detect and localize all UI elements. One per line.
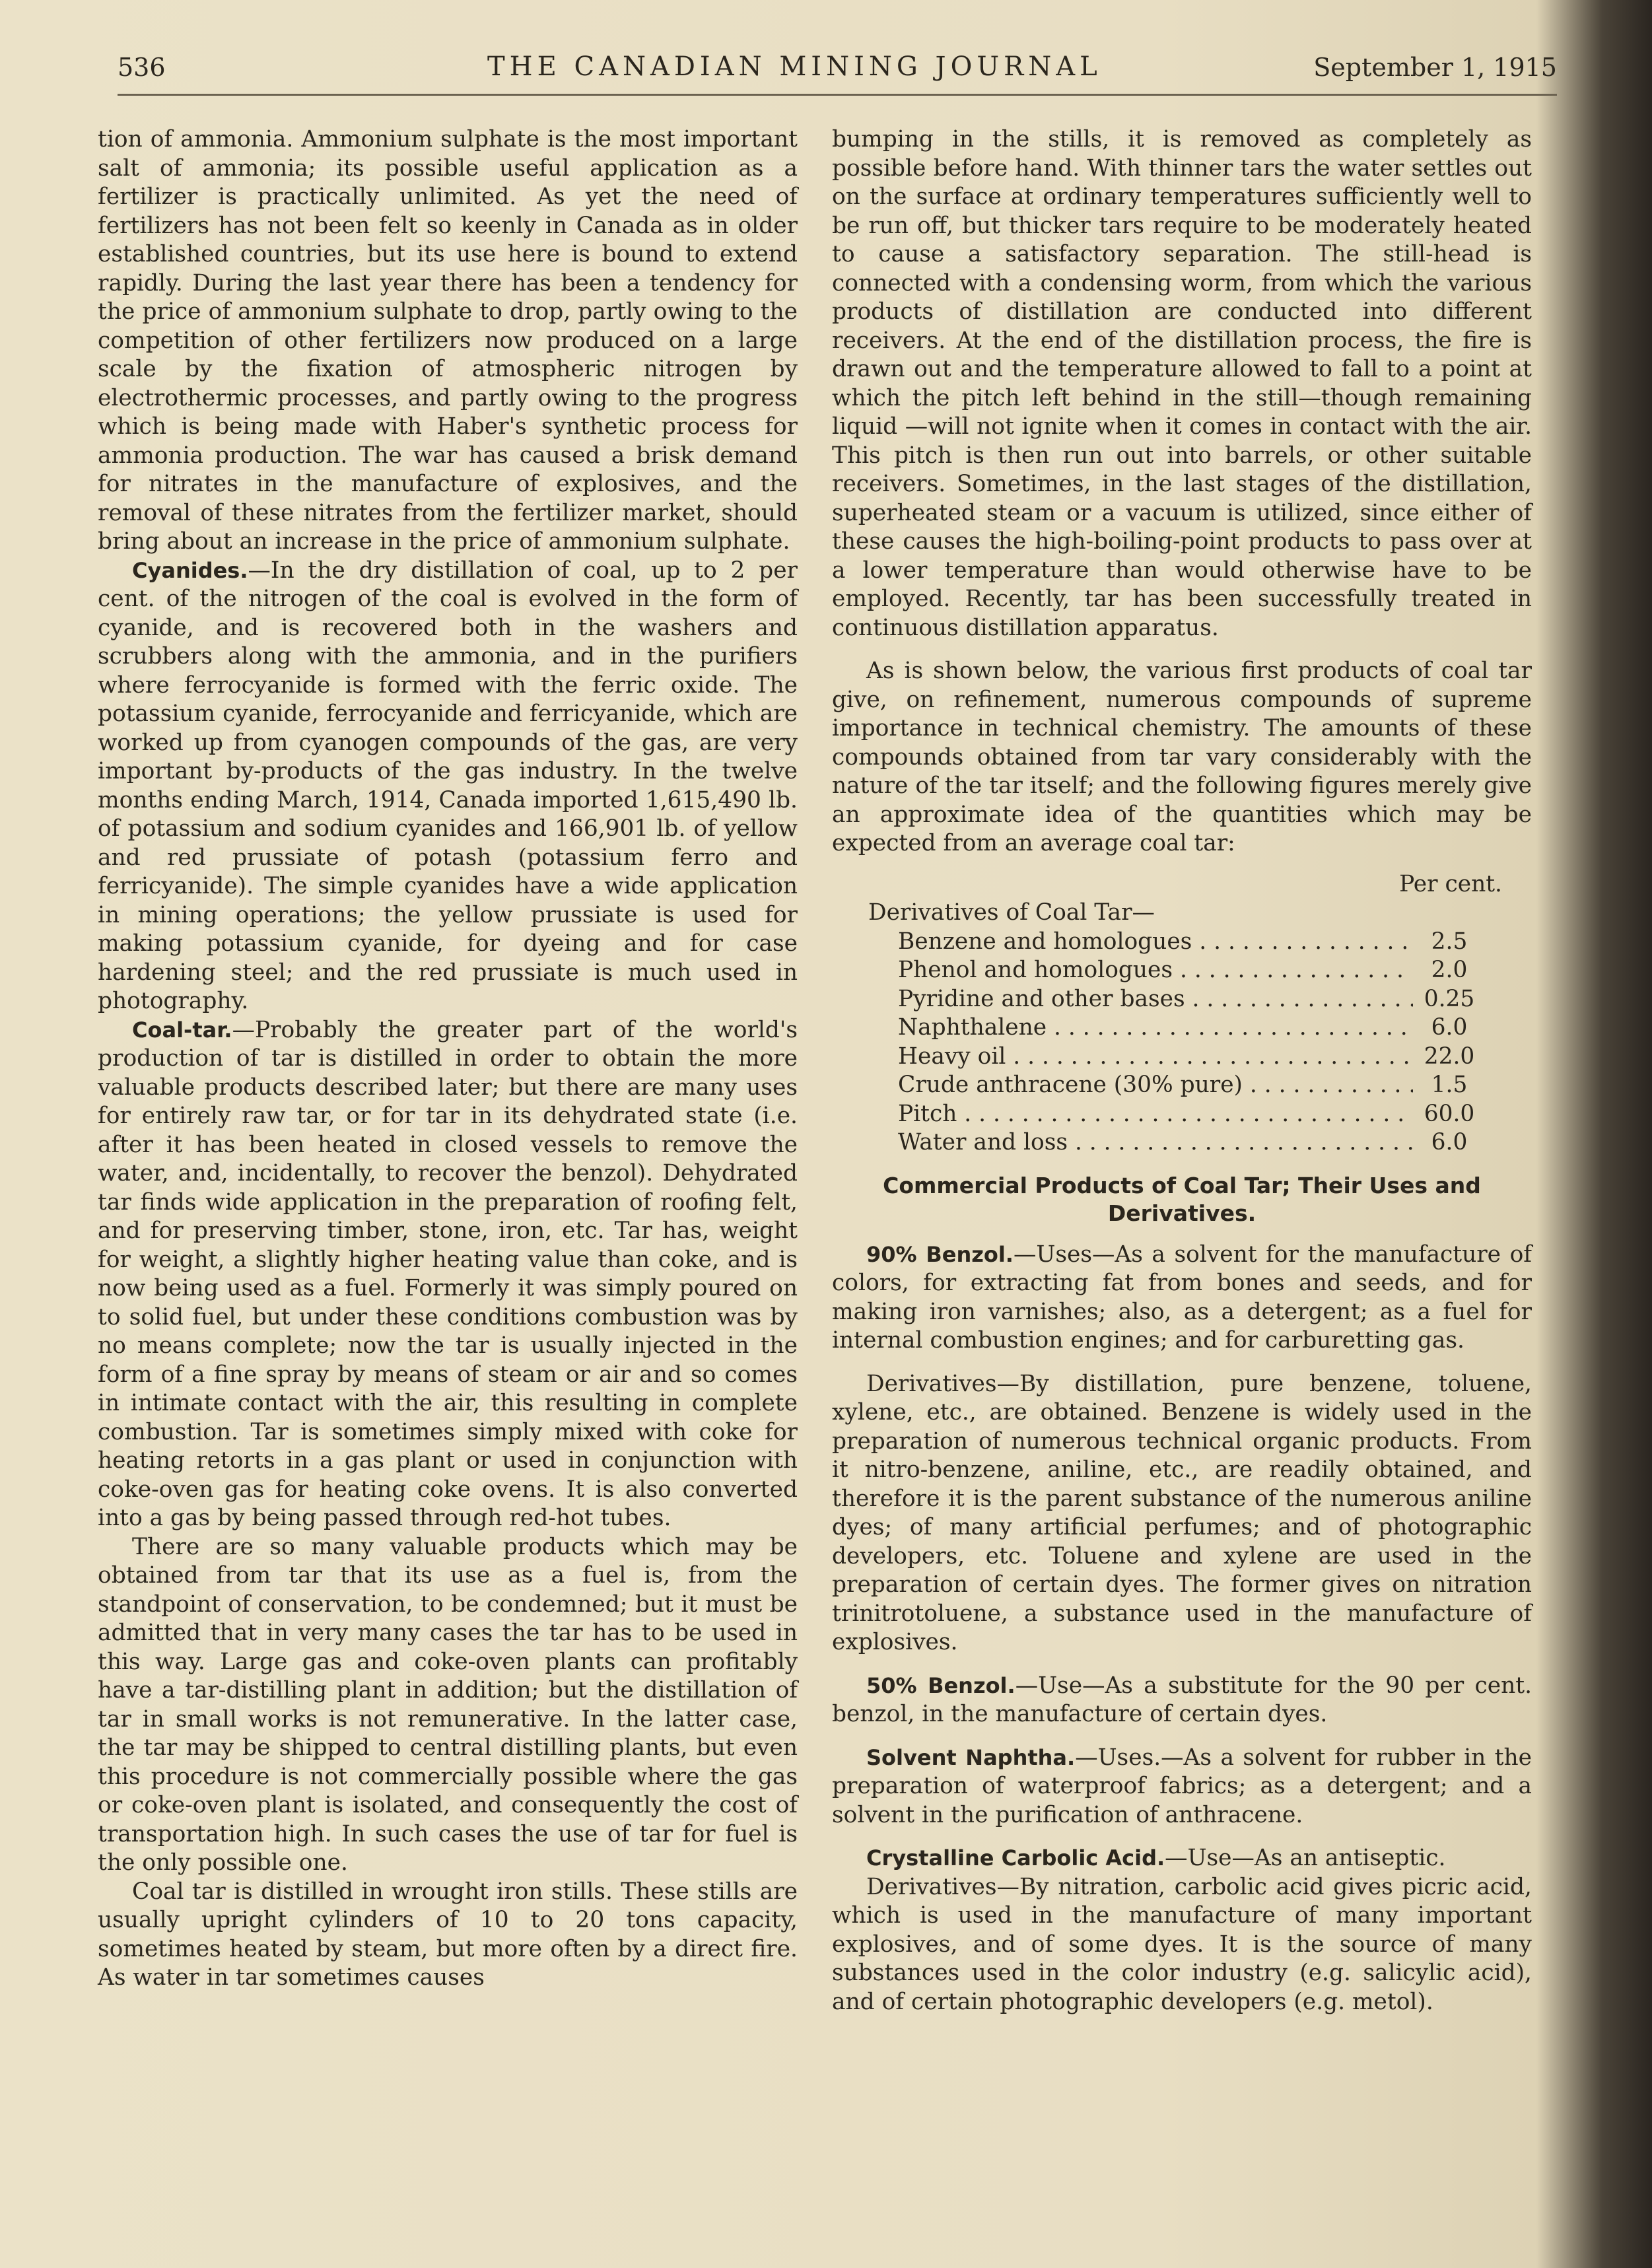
paragraph-text: —Uses—As a solvent for the manufacture of colors, for extracting fat from bones and seeds, and for making iron varnishes; also, as a detergent; as a fuel for internal combustion engines; and for carburetting gas.	[832, 1241, 1532, 1354]
table-row	[832, 1100, 1532, 1129]
table-row	[832, 1071, 1532, 1100]
paragraph-solvent-naphtha	[832, 1744, 1532, 1830]
paragraph-ammonium-sulphate: tion of ammonia. Ammonium sulphate is the most important salt of ammonia; its possible useful application as a fertilizer is practically unlimited. As yet the need of fertilizers has not been felt so keenly in Canada as in older established countries, but its use here is bound to extend rapidly. During the last year there has been a tendency for the price of ammonium sulphate to drop, partly owing to the competition of other fertilizers now produced on a large scale by the fixation of atmospheric nitrogen by electrothermic processes, and partly owing to the progress which is being made with Haber's synthetic process for ammonia production. The war has caused a brisk demand for nitrates in the manufacture of explosives, and the removal of these nitrates from the fertilizer market, should bring about an increase in the price of ammonium sulphate.	[98, 126, 798, 555]
table-row	[832, 1043, 1532, 1072]
row-name: Heavy oil . . .	[898, 1043, 1413, 1072]
row-value: 2.0	[1431, 957, 1468, 983]
paragraph-valuable-products: There are so many valuable products which may be obtained from tar that its use as a fuel is, from the standpoint of conservation, to be condemned; but it must be admitted that in very many cases the tar has to be used in this way. Large gas and coke-oven plants can profitably have a tar-distilling plant in addition; but the distillation of tar in small works is not remunerative. In the latter case, the tar may be shipped to central distilling plants, but even this procedure is not commercially possible where the gas or coke-oven plant is isolated, and consequently the cost of transportation high. In such cases the use of tar for fuel is the only possible one.	[98, 1533, 798, 1876]
issue-date: September 1, 1915	[1313, 53, 1557, 82]
paragraph-benzol-derivatives: Derivatives—By distillation, pure benzene, toluene, xylene, etc., are obtained. Benzene is widely used in the preparation of numerous technical organic products. From it nitro-benzene, aniline, etc., are readily obtained, and therefore it is the parent substance of the numerous aniline dyes; of many artificial perfumes; and of photographic developers, etc. Toluene and xylene are used in the preparation of certain dyes. The former gives on nitration trinitrotoluene, a substance used in the manufacture of explosives.	[832, 1370, 1532, 1655]
row-value: 60.0	[1424, 1100, 1475, 1127]
row-name: Water and loss . . .	[898, 1128, 1413, 1157]
table-row	[832, 956, 1532, 985]
table-row	[832, 985, 1532, 1014]
row-value: 6.0	[1431, 1014, 1468, 1041]
table-row	[832, 1128, 1532, 1157]
paragraph-coal-tar	[98, 1016, 798, 1533]
section-title: Commercial Products of Coal Tar; Their Uses and Derivatives.	[883, 1172, 1481, 1226]
journal-title: THE CANADIAN MINING JOURNAL	[487, 52, 1102, 82]
paragraph-90-benzol	[832, 1241, 1532, 1356]
row-name: Benzene and homologues . . .	[898, 928, 1413, 957]
row-name: Phenol and homologues . . .	[898, 956, 1413, 985]
paragraph-carbolic-derivatives: Derivatives—By nitration, carbolic acid gives picric acid, which is used in the manufacture of many important explosives, and of some dyes. It is the source of many substances used in the color industry (e.g. salicylic acid), and of certain photographic developers (e.g. metol).	[832, 1873, 1532, 2015]
runin-heading-90-benzol: 90% Benzol.	[866, 1241, 1014, 1267]
row-value: 0.25	[1424, 985, 1475, 1012]
row-value: 22.0	[1424, 1043, 1475, 1070]
table-row	[832, 1014, 1532, 1043]
row-value: 6.0	[1431, 1129, 1468, 1155]
table-row	[832, 928, 1532, 957]
row-name: Pitch . . .	[898, 1100, 1413, 1129]
left-column	[98, 125, 798, 1993]
paragraph-text: —In the dry distillation of coal, up to 2 per cent. of the nitrogen of the coal is evolved in the form of cyanide, and is recovered both in the washers and scrubbers along with the ammonia, and in the purifiers where ferrocyanide is formed with the ferric oxide. The potassium cyanide, ferrocyanide and ferricyanide, which are worked up from cyanogen compounds of the gas, are very important by-products of the gas industry. In the twelve months ending March, 1914, Canada imported 1,615,490 lb. of potassium and sodium cyanides and 166,901 lb. of yellow and red prussiate of potash (potassium ferro and ferricyanide). The simple cyanides have a wide application in mining operations; the yellow prussiate is used for making potassium cyanide, for dyeing and for case hardening steel; and the red prussiate is much used in photography.	[98, 557, 798, 1014]
row-name: Pyridine and other bases . . .	[898, 985, 1413, 1014]
row-name: Naphthalene . . .	[898, 1014, 1413, 1043]
row-name: Crude anthracene (30% pure) . . .	[898, 1071, 1413, 1100]
paragraph-text: —Use—As a substitute for the 90 per cent. benzol, in the manufacture of certain dyes.	[832, 1672, 1532, 1727]
right-column	[832, 125, 1532, 2016]
paragraph-bumping: bumping in the stills, it is removed as completely as possible before hand. With thinner tars the water settles out on the surface at ordinary temperatures sufficiently well to be run off, but thicker tars require to be moderately heated to cause a satisfactory separation. The still-head is connected with a condensing worm, from which the various products of distillation are conducted into different receivers. At the end of the distillation process, the fire is drawn out and the temperature allowed to fall to a point at which the pitch left behind in the still—though remaining liquid —will not ignite when it comes in contact with the air. This pitch is then run out into barrels, or other suitable receivers. Sometimes, in the last stages of the distillation, superheated steam or a vacuum is utilized, since either of these causes the high-boiling-point products to pass over at a lower temperature than would otherwise have to be employed. Recently, tar has been successfully treated in continuous distillation apparatus.	[832, 126, 1532, 641]
runin-heading-50-benzol: 50% Benzol.	[866, 1672, 1015, 1698]
runin-heading-coal-tar: Coal-tar.	[132, 1017, 232, 1043]
runin-heading-solvent-naphtha: Solvent Naphtha.	[866, 1744, 1076, 1770]
paragraph-first-products: As is shown below, the various first products of coal tar give, on refinement, numerous compounds of supreme importance in technical chemistry. The amounts of these compounds obtained from tar vary considerably with the nature of the tar itself; and the following figures merely give an approximate idea of the quantities which may be expected from an average coal tar:	[832, 658, 1532, 856]
paragraph-text: —Use—As an antiseptic.	[1165, 1845, 1446, 1871]
paragraph-text: —Probably the greater part of the world's production of tar is distilled in order to obtain the more valuable products described later; but there are many uses for entirely raw tar, or for tar in its dehydrated state (i.e. after it has been heated in closed vessels to remove the water, and, incidentally, to recover the benzol). Dehydrated tar finds wide application in the preparation of roofing felt, and for preserving timber, stone, iron, etc. Tar has, weight for weight, a slightly higher heating value than coke, and is now being used as a fuel. Formerly it was simply poured on to solid fuel, but under these conditions combustion was by no means complete; now the tar is usually injected in the form of a fine spray by means of steam or air and so comes in intimate contact with the air, this resulting in complete combustion. Tar is sometimes simply mixed with coke for heating retorts in a gas plant or used in conjunction with coke-oven gas for heating coke ovens. It is also converted into a gas by being passed through red-hot tubes.	[98, 1016, 798, 1531]
paragraph-cyanides	[98, 557, 798, 1016]
row-value: 1.5	[1431, 1072, 1468, 1098]
page-number: 536	[118, 53, 166, 82]
runin-heading-carbolic-acid: Crystalline Carbolic Acid.	[866, 1845, 1165, 1871]
table-column-header: Per cent.	[1399, 870, 1502, 897]
page-header	[118, 48, 1557, 96]
table-caption: Derivatives of Coal Tar—	[868, 899, 1155, 926]
coal-tar-derivatives-table	[832, 870, 1532, 1157]
paragraph-carbolic-acid	[832, 1844, 1532, 1873]
paragraph-stills: Coal tar is distilled in wrought iron stills. These stills are usually upright cylinders of 10 to 20 tons capacity, sometimes heated by steam, but more often by a direct fire. As water in tar sometimes causes	[98, 1878, 798, 1991]
paragraph-text: —Uses.—As a solvent for rubber in the preparation of waterproof fabrics; as a detergent; and a solvent in the purification of anthracene.	[832, 1744, 1532, 1828]
row-value: 2.5	[1431, 928, 1468, 955]
paragraph-50-benzol	[832, 1672, 1532, 1729]
runin-heading-cyanides: Cyanides.	[132, 557, 248, 583]
